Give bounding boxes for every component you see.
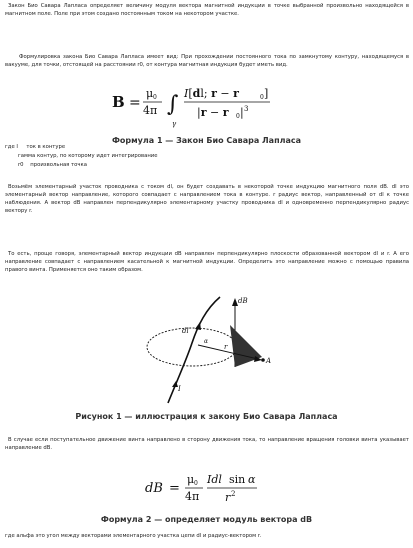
- dl-vector: [192, 327, 198, 343]
- svg-text:Idl: Idl: [207, 473, 222, 486]
- label-dl: dl: [182, 327, 189, 335]
- svg-text:3: 3: [244, 105, 249, 113]
- legend-line-1: где I ток в контуре: [5, 144, 66, 150]
- formula-2: [145, 468, 275, 508]
- formula-1-caption: Формула 1 — Закон Био Савара Лапласа: [111, 136, 301, 145]
- svg-text:γ: γ: [172, 120, 177, 128]
- svg-text:4π: 4π: [143, 104, 158, 117]
- svg-text:r: r: [225, 491, 231, 504]
- svg-text:dB: dB: [145, 481, 163, 496]
- svg-text:0: 0: [153, 94, 157, 101]
- law-paragraph: Формулировка закона Био Савара Лапласа имеет вид: При прохождении постоянного тока по замкнутому контуру, находящемуся в вакууме, для точки, отстоящей на расстоянии r0, от контура магнитная индукция будет иметь вид.: [5, 54, 409, 68]
- formula-2-caption: Формула 2 — определяет модуль вектора dB: [100, 515, 313, 524]
- bio-savart-figure: [140, 295, 280, 405]
- svg-text:2: 2: [231, 490, 236, 498]
- svg-text:α: α: [248, 473, 256, 486]
- svg-text:sin: sin: [229, 473, 246, 486]
- screw-paragraph: В случае если поступательное движение винта направлено в сторону движения тока, то направление вращения головки винта указывает направление dB.: [5, 437, 409, 451]
- element-paragraph: Возьмём элементарный участок проводника с током dl, он будет создавать в некоторой точке индукцию магнитного поля dB. dl это элементарный вектор направление, которого совпадает с направлением тока в контуре. r радиус вектор, направленный от dl к точке наблюдения. А вектор dB направлен перпендикулярно элементарному участку проводника dl и одновременно перпендикулярно радиус вектору r.: [5, 184, 409, 214]
- label-a: A: [266, 357, 272, 365]
- legend-line-2: гамма контур, по которому идет интегрирование: [18, 153, 158, 159]
- label-r: r: [224, 343, 228, 351]
- figure-caption: Рисунок 1 — иллюстрация к закону Био Савара Лапласа: [75, 412, 338, 421]
- intro-paragraph: Закон Био Савара Лапласа определяет величину модуля вектора магнитной индукции в точке выбранной произвольно находящейся в магнитном поле. Поле при этом создано постоянным током на некотором участке.: [5, 3, 409, 17]
- svg-text:∫: ∫: [167, 92, 179, 117]
- svg-text:4π: 4π: [185, 490, 200, 503]
- formula-1: [112, 80, 312, 132]
- svg-text:=: =: [169, 481, 180, 496]
- svg-text:μ: μ: [146, 87, 154, 100]
- svg-text:=: =: [129, 95, 141, 111]
- direction-paragraph: То есть, проще говоря, элементарный вектор индукции dB направлен перпендикулярно плоскости образованной вектором dl и r. А его направление совпадает с направлением касательной к магнитной индукции. Определить это направление можно с помощью правила правого винта. Применяется оно таким образом.: [5, 251, 409, 273]
- svg-text:0: 0: [194, 480, 198, 487]
- svg-text:|r − r: |r − r: [197, 106, 229, 119]
- label-alpha: α: [204, 338, 209, 345]
- legend-line-3: r0 произвольная точка: [18, 162, 87, 168]
- svg-text:0: 0: [236, 113, 240, 120]
- alpha-paragraph: где альфа это угол между векторами элементарного участка цепи dl и радиус-вектором r.: [5, 533, 262, 539]
- svg-text:0: 0: [260, 94, 264, 101]
- label-db: dB: [238, 297, 248, 305]
- svg-text:μ: μ: [187, 473, 195, 486]
- point-a: [261, 358, 265, 362]
- svg-text:I[dl; r − r: I[dl; r − r: [184, 87, 239, 100]
- svg-text:|: |: [240, 106, 244, 119]
- svg-text:]: ]: [264, 87, 269, 100]
- svg-text:B: B: [112, 93, 125, 111]
- conductor-wire: [168, 297, 220, 403]
- label-i: I: [178, 385, 181, 393]
